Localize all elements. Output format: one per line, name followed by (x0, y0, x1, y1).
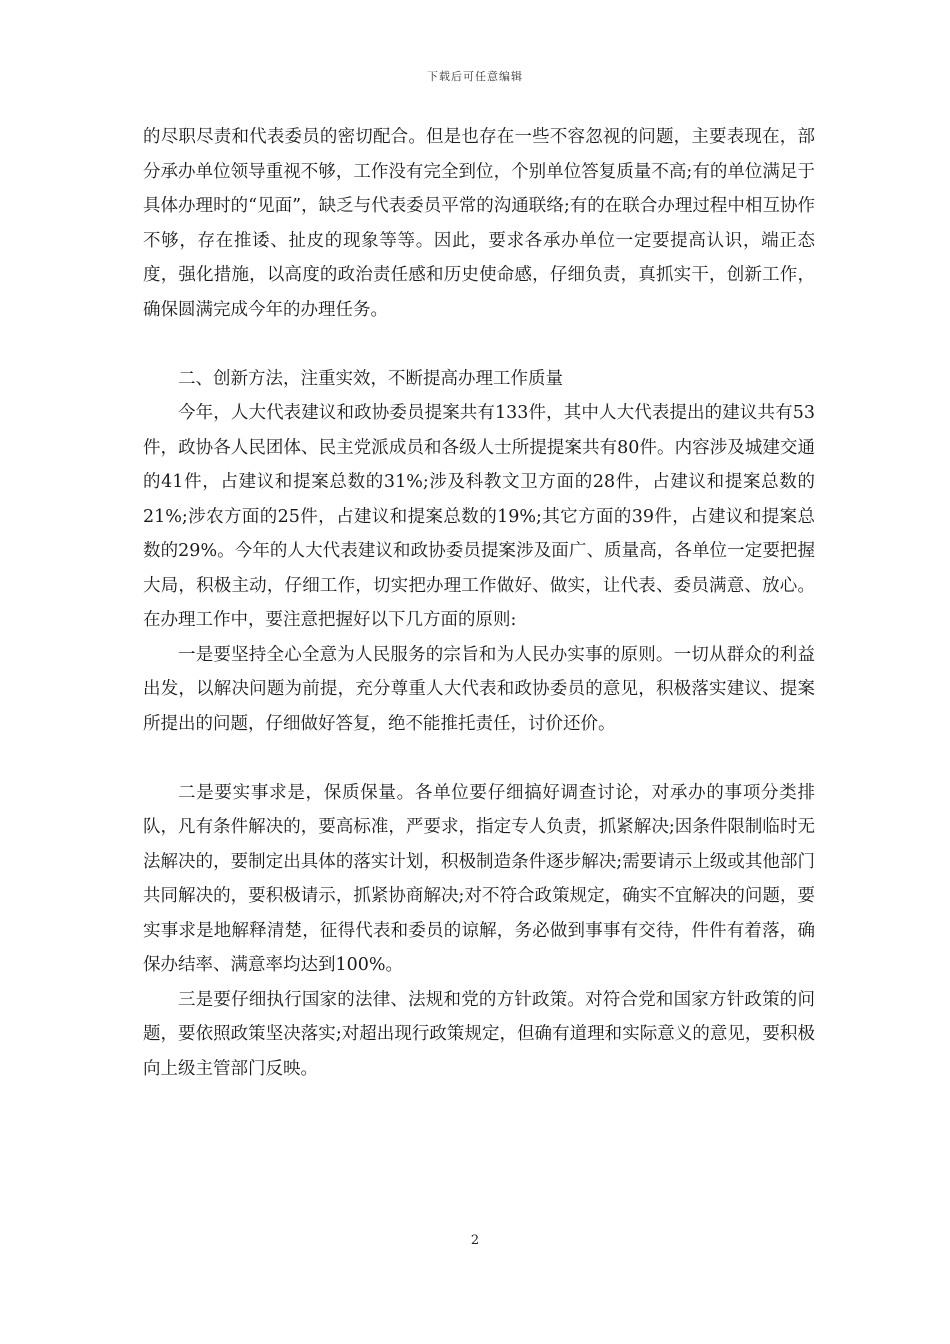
page-number: 2 (470, 1233, 480, 1248)
paragraph-statistics: 今年，人大代表建议和政协委员提案共有133件，其中人大代表提出的建议共有53件，政协各人民团体、民主党派成员和各级人士所提提案共有80件。内容涉及城建交通的41件，占建议和提案总数的31%;涉及科教文卫方面的28件，占建议和提案总数的21%;涉农方面的25件，占建议和提案总数的19%;其它方面的39件，占建议和提案总数的29%。今年的人大代表建议和政协委员提案涉及面广、质量高，各单位一定要把握大局，积极主动，仔细工作，切实把办理工作做好、做实，让代表、委员满意、放心。在办理工作中，要注意把握好以下几方面的原则: (143, 403, 815, 630)
page-header: 下载后可任意编辑 (427, 70, 523, 83)
section-heading: 二、创新方法，注重实效，不断提高办理工作质量 (178, 368, 563, 389)
paragraph-gap (143, 741, 815, 776)
document-body (143, 120, 815, 1086)
paragraph-gap (143, 327, 815, 362)
paragraph-principle-3: 三是要仔细执行国家的法律、法规和党的方针政策。对符合党和国家方针政策的问题，要依照政策坚决落实;对超出现行政策规定，但确有道理和实际意义的意见，要积极向上级主管部门反映。 (143, 989, 815, 1079)
paragraph-principle-1: 一是要坚持全心全意为人民服务的宗旨和为人民办实事的原则。一切从群众的利益出发，以解决问题为前提，充分尊重人大代表和政协委员的意见，积极落实建议、提案所提出的问题，仔细做好答复，绝不能推托责任，讨价还价。 (143, 644, 815, 734)
paragraph-continuation: 的尽职尽责和代表委员的密切配合。但是也存在一些不容忽视的问题，主要表现在，部分承办单位领导重视不够，工作没有完全到位，个别单位答复质量不高;有的单位满足于具体办理时的“见面”，缺乏与代表委员平常的沟通联络;有的在联合办理过程中相互协作不够，存在推诿、扯皮的现象等等。因此，要求各承办单位一定要提高认识，端正态度，强化措施，以高度的政治责任感和历史使命感，仔细负责，真抓实干，创新工作，确保圆满完成今年的办理任务。 (143, 127, 815, 320)
paragraph-principle-2: 二是要实事求是，保质保量。各单位要仔细搞好调查讨论，对承办的事项分类排队，凡有条件解决的，要高标准，严要求，指定专人负责，抓紧解决;因条件限制临时无法解决的，要制定出具体的落实计划，积极制造条件逐步解决;需要请示上级或其他部门共同解决的，要积极请示，抓紧协商解决;对不符合政策规定，确实不宜解决的问题，要实事求是地解释清楚，征得代表和委员的谅解，务必做到事事有交待，件件有着落，确保办结率、满意率均达到100%。 (143, 782, 815, 975)
